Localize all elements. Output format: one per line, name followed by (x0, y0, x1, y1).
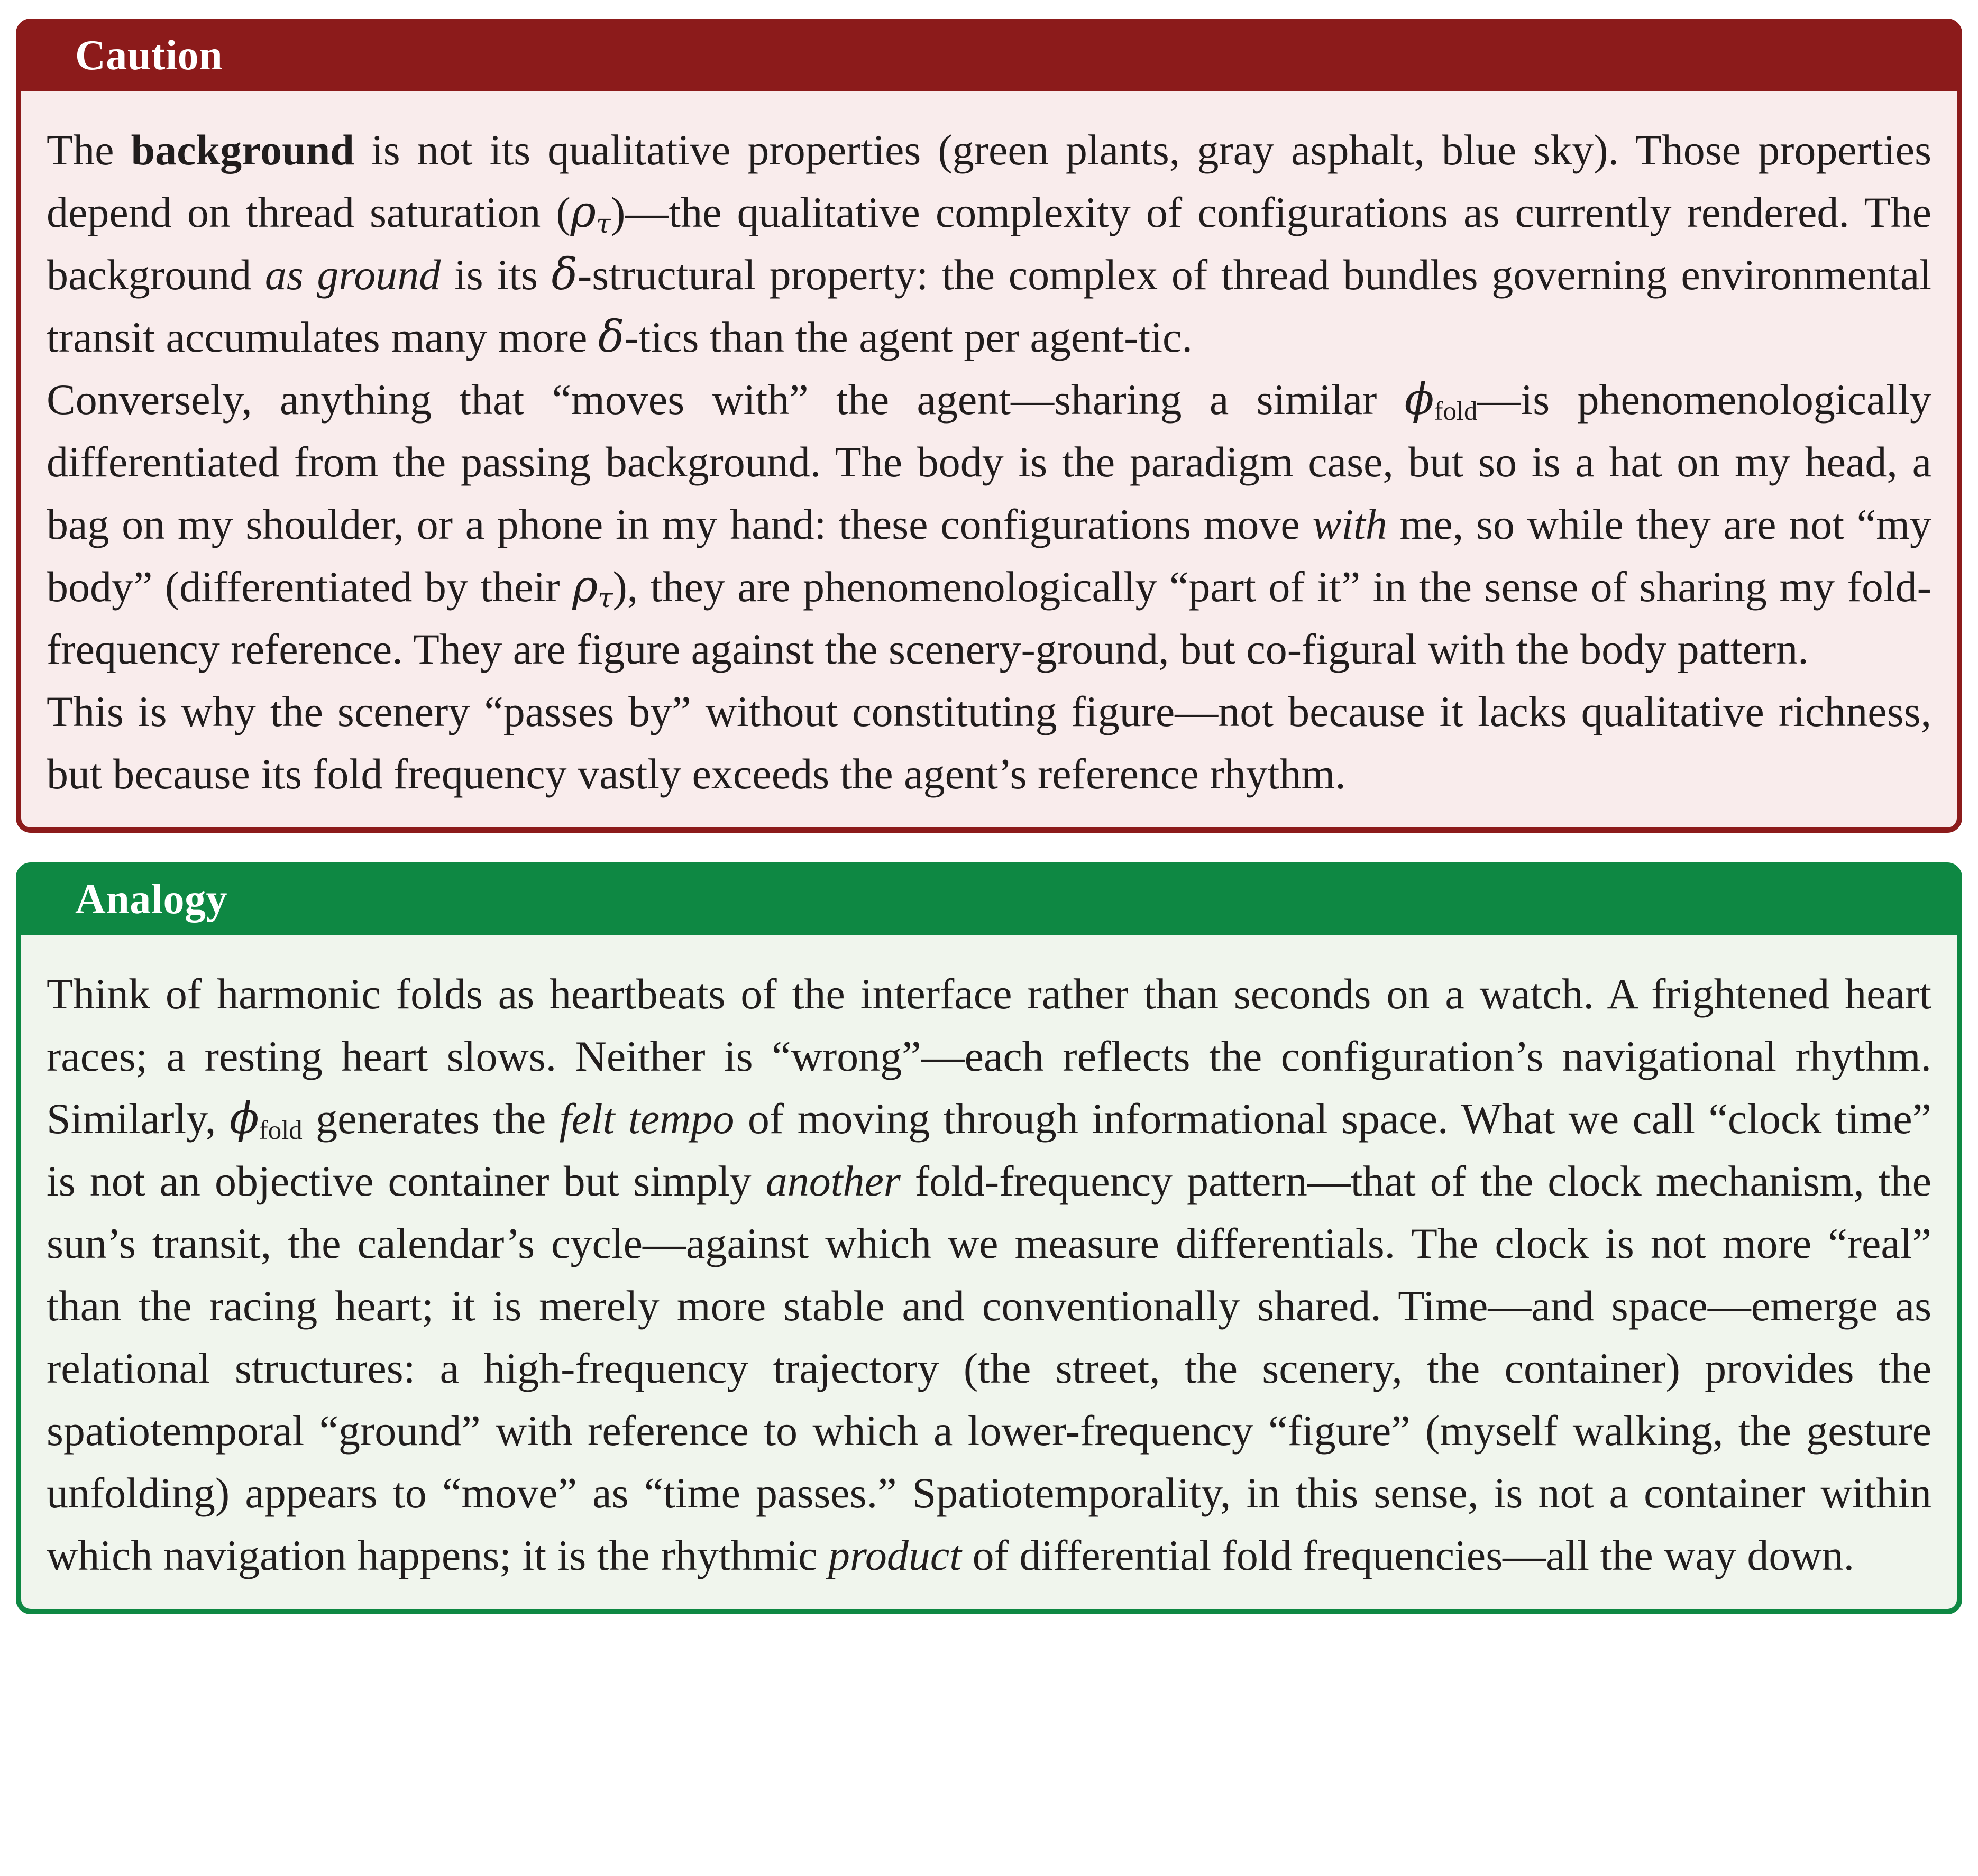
caution-callout (16, 19, 1962, 833)
paragraph: Think of harmonic folds as heartbeats of the interface rather than seconds on a watch. A frightened heart races; a resting heart slows. Neither is “wrong”—each reflects the configuration’s navigational rhythm. Similarly, $\phi_{fold}$ generates the felt tempo of moving through informational space. What we call “clock time” is not an objective container but simply another fold-frequency pattern—that of the clock mechanism, the sun’s transit, the calendar’s cycle—against which we measure differentials. The clock is not more “real” than the racing heart; it is merely more stable and conventionally shared. Time—and space—emerge as relational structures: a high-frequency trajectory (the street, the scenery, the container) provides the spatiotemporal “ground” with reference to which a lower-frequency “figure” (myself walking, the gesture unfolding) appears to “move” as “time passes.” Spatiotemporality, in this sense, is not a container within which navigation happens; it is the rhythmic product of differential fold frequencies—all the way down. (47, 970, 1932, 1579)
paragraph: The background is not its qualitative properties (green plants, gray asphalt, blue sky). Those properties depend on thread saturation (ρτ)—the qualitative complexity of configurations as currently rendered. The background as ground is its δ-structural property: the complex of thread bundles governing environmental transit accumulates many more δ-tics than the agent per agent-tic. (47, 126, 1932, 362)
paragraph: This is why the scenery “passes by” without constituting figure—not because it lacks qualitative richness, but because its fold frequency vastly exceeds the agent’s reference rhythm. (47, 687, 1931, 798)
analogy-callout (16, 862, 1962, 1614)
analogy-body (21, 935, 1957, 1609)
caution-title: Caution (75, 32, 223, 79)
paragraph: Conversely, anything that “moves with” the agent—sharing a similar $\phi_{fold}—is$ phenomenologically differentiated from the passing background. The body is the paradigm case, but so is a hat on my head, a bag on my shoulder, or a phone in my hand: these configurations move with me, so while they are not “my body” (differentiated by their ρτ), they are phenomenologically “part of it” in the sense of sharing my fold-frequency reference. They are figure against the scenery-ground, but co-figural with the body pattern. (47, 374, 1932, 673)
caution-body (21, 91, 1957, 827)
analogy-title: Analogy (75, 876, 227, 923)
